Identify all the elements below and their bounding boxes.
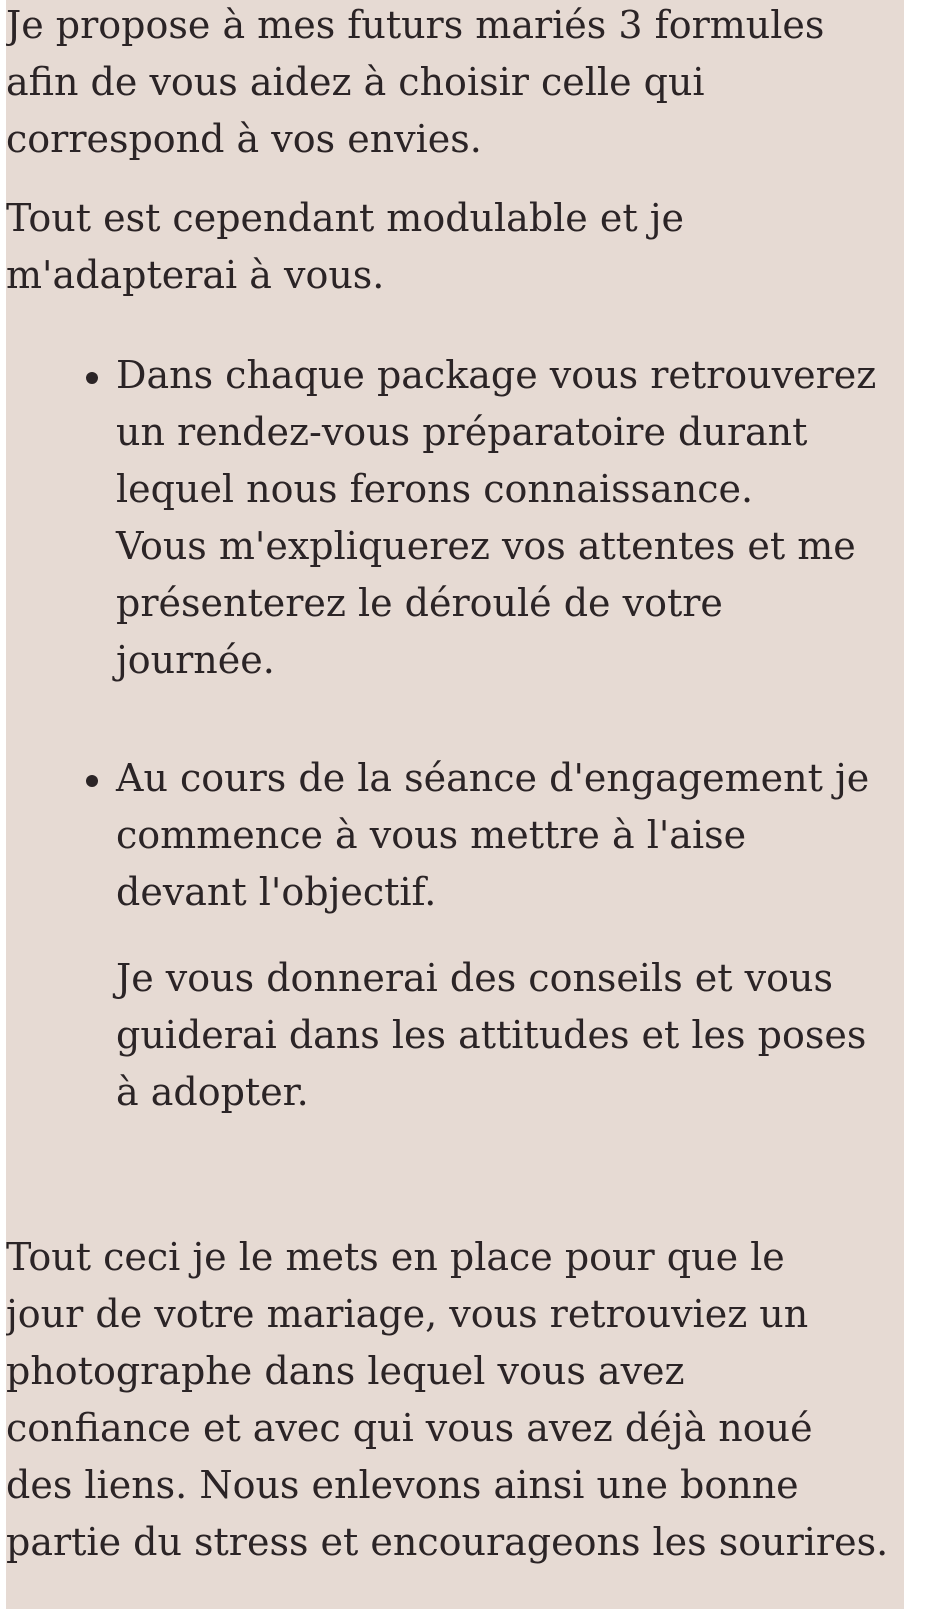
list-item-extra-text: Je vous donnerai des conseils et vous guiderai dans les attitudes et les poses à adopter.: [116, 956, 867, 1114]
modular-paragraph: Tout est cependant modulable et je m'adapterai à vous.: [6, 196, 684, 297]
list-item-text: Dans chaque package vous retrouverez un rendez-vous préparatoire durant lequel nous ferons connaissance. Vous m'expliquerez vos attentes et me présenterez le déroulé de votre journée.: [116, 353, 877, 682]
intro-paragraph: Je propose à mes futurs mariés 3 formules afin de vous aidez à choisir celle qui correspond à vos envies.: [6, 3, 825, 161]
bullet-icon: [86, 372, 98, 384]
content-panel: [6, 0, 904, 1609]
bullet-icon: [86, 775, 98, 787]
list-item-text: Au cours de la séance d'engagement je commence à vous mettre à l'aise devant l'objectif.: [116, 756, 870, 914]
closing-paragraph: Tout ceci je le mets en place pour que le jour de votre mariage, vous retrouviez un photographe dans lequel vous avez confiance et avec qui vous avez déjà noué des liens. Nous enlevons ainsi une bonne partie du stress et encourageons les sourires.: [6, 1235, 889, 1564]
